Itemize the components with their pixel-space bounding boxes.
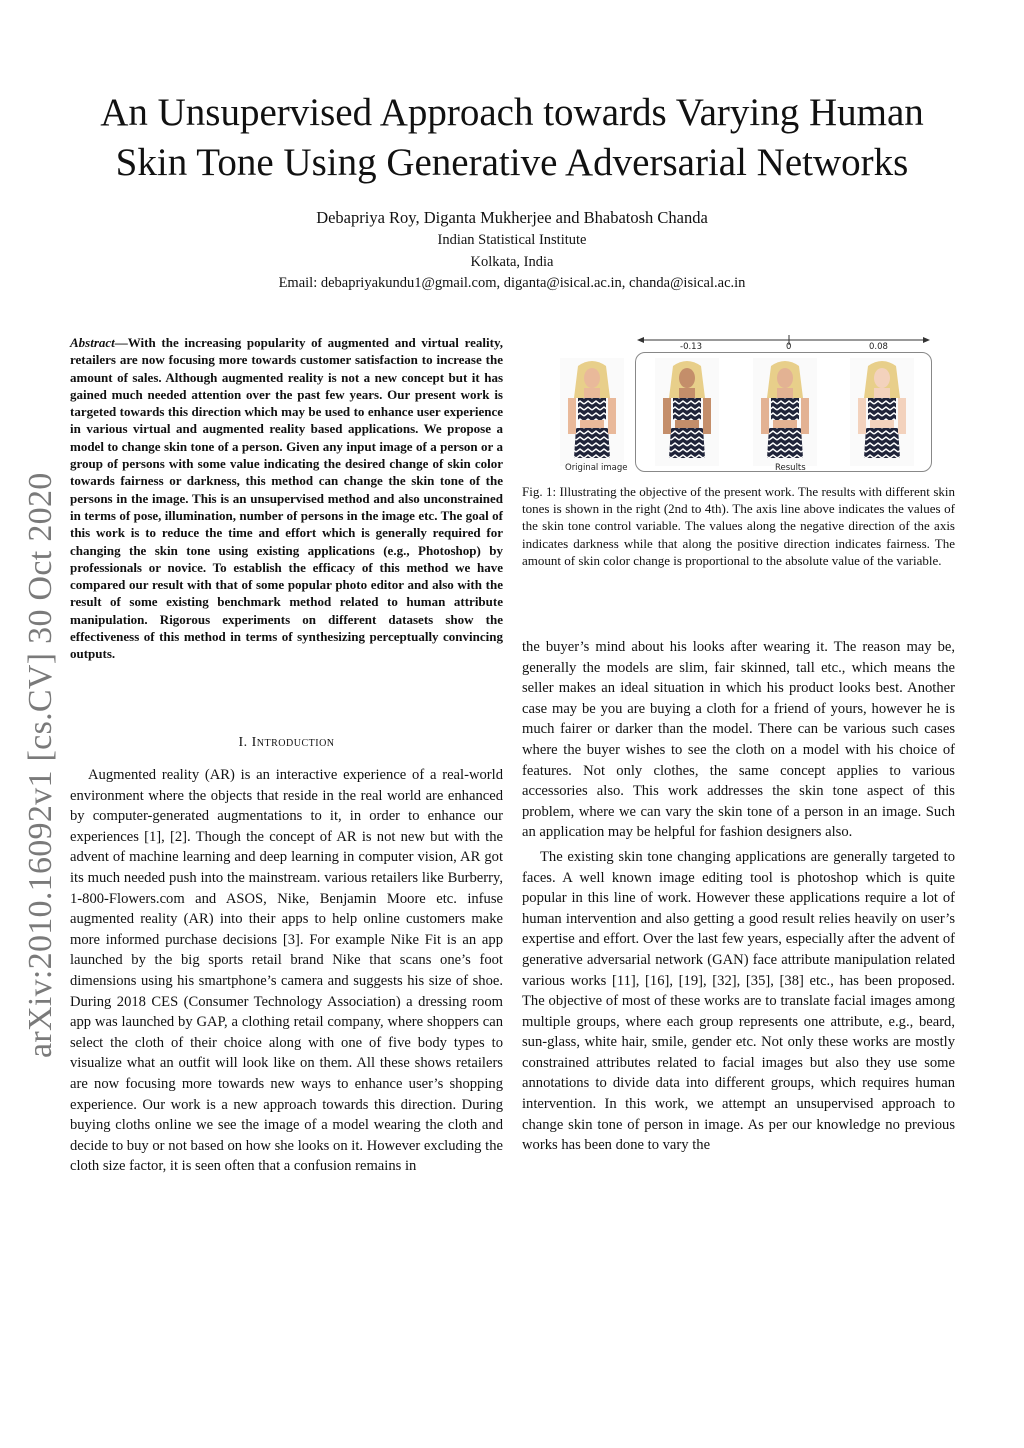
- title-line-1: An Unsupervised Approach towards Varying Human: [100, 91, 924, 134]
- abstract: [70, 334, 503, 663]
- abstract-heading: Abstract: [70, 335, 115, 350]
- result-photo-neutral: [753, 358, 817, 466]
- result-photo-darker: [655, 358, 719, 466]
- original-photo: [560, 358, 624, 466]
- axis-label-zero: 0: [786, 342, 792, 352]
- axis-label-pos: 0.08: [869, 342, 888, 352]
- section-numeral: I.: [238, 735, 248, 750]
- figure-1-caption: Fig. 1: Illustrating the objective of the present work. The results with different skin tones is shown in the right (2nd to 4th). The axis line above indicates the values of the skin tone control variable. The values along the negative direction of the axis indicates darkness while that along the positive direction indicates fairness. The amount of skin color change is proportional to the absolute value of the variable.: [522, 484, 955, 568]
- abstract-dash: —: [114, 335, 128, 350]
- figure-1: [555, 332, 945, 477]
- intro-paragraph-1: Augmented reality (AR) is an interactive experience of a real-world environment where the objects that reside in the real world are enhanced by computer-generated augmentations to it, in order to enhance our experiences [1], [2]. Though the concept of AR is not new but with the advent of machine learning and deep learning in computer vision, AR got its much needed push into the mainstream. various retailers like Burberry, 1-800-Flowers.com and ASOS, Nike, Benjamin Moore etc. infuse augmented reality (AR) into their apps to help online customers make more informed purchase decisions [3]. For example Nike Fit is an app launched by the big sports retail brand Nike that scans one’s foot dimensions using his smartphone’s camera and suggests his size of shoe. During 2018 CES (Consumer Technology Association) a dressing room app was launched by GAP, a clothing retail company, where shoppers can select the cloth of their choice along with one of five body types to visualize what an outfit will look like on them. All these shows retailers are now focusing more towards new ways to enhance user’s shopping experience. Our work is a new approach towards this direction. During buying cloths online we see the image of a model wearing the cloth and decide to buy or not based on how she looks on it. However excluding the cloth size factor, it is seen often that a confusion remains in: [70, 767, 503, 1175]
- result-photo-fairer: [850, 358, 914, 466]
- intro-paragraph-1-continued: the buyer’s mind about his looks after wearing it. The reason may be, generally the models are slim, fair skinned, tall etc., which means the seller makes an ideal situation in which his product looks best. Another case may be you are buying a cloth for a friend of yours, however he is much fairer or darker than the model. There can be various such cases where the buyer wishes to see the cloth on a model with his choice of features. Not only clothes, the same concept applies to various accessories also. This work addresses the skin tone aspect of this problem, where we can vary the skin tone of a person in an image. Such an application may be helpful for fashion designers also.: [522, 639, 955, 841]
- section-heading: [70, 735, 503, 751]
- left-column-body: [70, 765, 503, 1177]
- results-label: Results: [775, 463, 806, 473]
- title-line-2: Skin Tone Using Generative Adversarial Networks: [115, 141, 909, 184]
- right-column-body: [522, 637, 955, 1156]
- authors: Debapriya Roy, Diganta Mukherjee and Bhabatosh Chanda: [316, 208, 708, 227]
- paper-title: [40, 88, 984, 188]
- affiliation-email: Email: debapriyakundu1@gmail.com, diganta@isical.ac.in, chanda@isical.ac.in: [278, 275, 746, 291]
- section-title: Introduction: [251, 735, 335, 750]
- intro-paragraph-2: The existing skin tone changing applications are generally targeted to faces. A well known image editing tool is photoshop which is quite popular in this line of work. However these applications require a lot of human intervention and also getting a good result relies heavily on user’s expertise and effort. Over the last few years, especially after the advent of generative adversarial network (GAN) face attribute manipulation related various works [11], [16], [19], [32], [35], [38] etc., has been proposed. The objective of most of these works are to translate facial images among multiple groups, where each group represents one attribute, e.g., beard, sun-glass, white hair, smile, gender etc. Not only these works are mostly constrained attributes related to facial images but also they use some annotations to divide data into different groups, which requires human intervention. In this work, we attempt an unsupervised approach to change skin tone of person in image. As per our knowledge no previous works has been done to vary the: [522, 848, 955, 1154]
- affiliation-institute: Indian Statistical Institute: [437, 232, 587, 248]
- abstract-text: With the increasing popularity of augmented and virtual reality, retailers are now focusing more towards customer satisfaction to increase the amount of sales. Although augmented reality is not a new concept but it has gained much needed attention over the past few years. Our present work is targeted towards this direction which may be used to enhance user experience in various virtual and augmented reality based applications. We propose a model to change skin tone of a person. Given any input image of a person or a group of persons with some value indicating the desired change of skin color towards fairness or darkness, this method can change the skin tone of the persons in the image. This is an unsupervised method and also unconstrained in terms of pose, illumination, number of persons in the image etc. The goal of this work is to reduce the time and effort which is generally required for changing the skin tone using existing applications (e.g., Photoshop) by professionals or novice. To establish the efficacy of this method we have compared our result with that of some popular photo editor and also with the result of some existing benchmark method related to human attribute manipulation. Rigorous experiments on different datasets show the effectiveness of this method in terms of synthesizing perceptually convincing outputs.: [70, 335, 503, 662]
- arxiv-identifier: arXiv:2010.16092v1 [cs.CV] 30 Oct 2020: [22, 472, 59, 1058]
- affiliation-city: Kolkata, India: [470, 254, 554, 270]
- original-image-label: Original image: [565, 463, 628, 473]
- axis-label-neg: -0.13: [680, 342, 702, 352]
